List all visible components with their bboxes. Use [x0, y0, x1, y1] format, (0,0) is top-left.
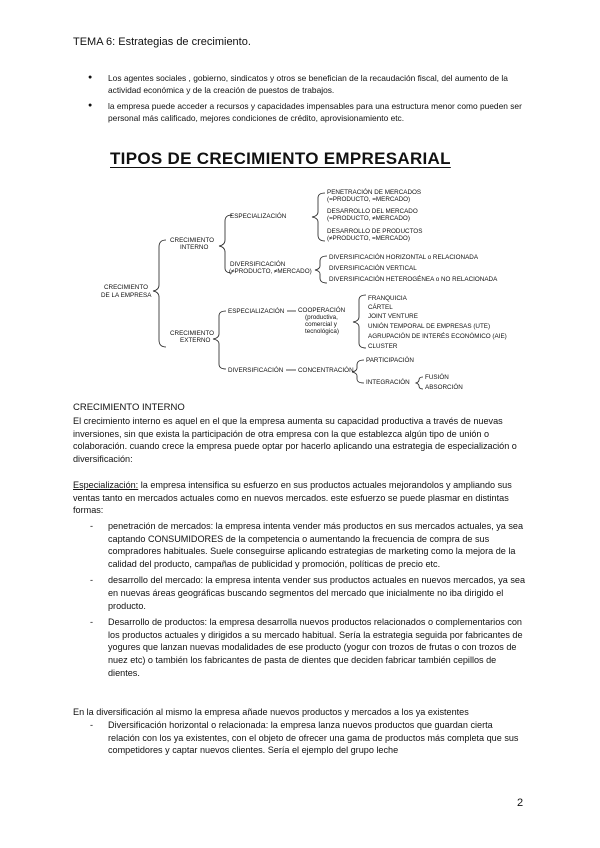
list-item: - Desarrollo de productos: la empresa desarrolla nuevos productos relacionados o complementarios con los productos actuales y dirigidos a su mercado habitual. Sería la estrategia seguida por fabricantes de yogures que lanzan nuevas modalidades de ese producto (yogur con trozos de frutas o con trozos de nuez etc) o también los fabricantes de pasta de dientes que deciden fabricar también cepillos de dientes. — [90, 616, 526, 679]
node-ute: UNIÓN TEMPORAL DE EMPRESAS (UTE) — [368, 323, 491, 330]
node-externo-line1: CRECIMIENTO — [170, 330, 214, 337]
node-interno-line2: INTERNO — [180, 244, 209, 251]
brace-cooperacion — [353, 295, 366, 348]
node-externo-line2: EXTERNO — [180, 337, 211, 344]
node-franquicia: FRANQUICIA — [368, 295, 407, 302]
node-cooperacion-line1: COOPERACIÓN — [298, 307, 346, 314]
bullet-item: ● la empresa puede acceder a recursos y capacidades impensables para una estructura menor como pueden ser personal más calificado, mejores condiciones de crédito, aprovisionamiento etc. — [80, 100, 532, 124]
especializacion-list — [90, 520, 526, 683]
node-div-vertical: DIVERSIFICACIÓN VERTICAL — [329, 265, 417, 272]
node-fusion: FUSIÓN — [425, 374, 449, 381]
node-cartel: CÁRTEL — [368, 304, 393, 311]
list-item: - desarrollo del mercado: la empresa intenta vender sus productos actuales en nuevos mercados, ya sea en nuevas áreas geográficas buscando segmentos del mercado que inicialmente no iba dirigido el producto. — [90, 574, 526, 612]
paragraph-especializacion — [73, 479, 523, 517]
node-div-heterogenea: DIVERSIFICACIÓN HETEROGÉNEA o NO RELACIONADA — [329, 276, 498, 283]
node-cooperacion-line3: comercial y — [305, 321, 337, 328]
node-cooperacion-line4: tecnológica) — [305, 328, 339, 335]
node-desarrollo-productos-line2: (≠PRODUCTO, =MERCADO) — [327, 235, 410, 242]
node-externo-diversificacion: DIVERSIFICACIÓN — [228, 367, 284, 374]
node-root-line1: CRECIMIENTO — [104, 284, 148, 291]
list-item: - penetración de mercados: la empresa intenta vender más productos en sus mercados actuales, ya sea captando CONSUMIDORES de la competencia o aumentando la frecuencia de compra de sus compradores habituales. Suele conseguirse aplicando estrategias de marketing como la mejora de la calidad del producto, campañas de publicidad y promoción, políticas de precio etc. — [90, 520, 526, 570]
node-aie: AGRUPACIÓN DE INTERÉS ECONÓMICO (AIE) — [368, 333, 507, 340]
node-interno-diversificacion-line2: (≠PRODUCTO, ≠MERCADO) — [229, 268, 312, 275]
diagram-title: TIPOS DE CRECIMIENTO EMPRESARIAL — [110, 149, 451, 168]
node-interno-diversificacion-line1: DIVERSIFICACIÓN — [230, 261, 286, 268]
diversificacion-list — [90, 719, 526, 761]
brace-root — [153, 240, 166, 347]
list-item: - Diversificación horizontal o relacionada: la empresa lanza nuevos productos que guardan cierta relación con los ya existentes, con el objeto de ofrecer una gama de productos más completa que sus competidores y captar nuevos clientes. Sería el ejemplo del grupo leche — [90, 719, 526, 757]
brace-integracion — [416, 377, 423, 389]
section-heading: CRECIMIENTO INTERNO — [73, 402, 185, 413]
node-penetracion-line1: PENETRACIÓN DE MERCADOS — [327, 189, 422, 196]
node-joint-venture: JOINT VENTURE — [368, 313, 418, 320]
paragraph-crecimiento-interno: El crecimiento interno es aquel en el que la empresa aumenta su capacidad productiva a través de nuevas inversiones, sin que exista la participación de otra empresa con la que establezca algún tipo de unión o colaboración. cuando crece la empresa puede optar por hacerlo aplicando una estrategia de especialización o diversificación: — [73, 416, 517, 464]
node-absorcion: ABSORCIÓN — [425, 384, 463, 391]
node-cooperacion-line2: (productiva, — [305, 314, 338, 321]
node-externo-especializacion: ESPECIALIZACIÓN — [228, 308, 285, 315]
growth-types-diagram — [0, 0, 600, 400]
especializacion-label: Especialización: — [73, 480, 139, 490]
page-number: 2 — [517, 797, 524, 809]
node-interno-especializacion: ESPECIALIZACIÓN — [230, 213, 287, 220]
node-integracion: INTEGRACIÓN — [366, 379, 410, 386]
bullet-item: ● Los agentes sociales , gobierno, sindicatos y otros se benefician de la recaudación fiscal, del aumento de la actividad económica y de la creación de puestos de trabajos. — [80, 72, 532, 96]
especializacion-text: la empresa intensifica su esfuerzo en sus productos actuales mejorandolos y ampliando sus ventas tanto en mercados actuales como en nuevos mercados. este esfuerzo se puede plasmar en distintas formas: — [73, 480, 512, 516]
node-interno-line1: CRECIMIENTO — [170, 237, 214, 244]
node-desarrollo-mercado-line1: DESARROLLO DEL MERCADO — [327, 208, 418, 215]
node-penetracion-line2: (=PRODUCTO, =MERCADO) — [327, 196, 411, 203]
node-concentracion: CONCENTRACIÓN — [298, 367, 354, 374]
brace-concentracion — [352, 360, 364, 383]
paragraph-diversificacion: En la diversificación al mismo la empresa añade nuevos productos y mercados a los ya existentes — [73, 707, 469, 717]
node-div-horizontal: DIVERSIFICACIÓN HORIZONTAL o RELACIONADA — [329, 254, 479, 261]
page-header: TEMA 6: Estrategias de crecimiento. — [73, 36, 251, 48]
brace-interno-especializacion — [312, 193, 325, 241]
node-desarrollo-mercado-line2: (=PRODUCTO, ≠MERCADO) — [327, 215, 410, 222]
node-root-line2: DE LA EMPRESA — [101, 292, 152, 299]
node-participacion: PARTICIPACIÓN — [366, 357, 414, 364]
brace-interno-diversificacion — [315, 256, 327, 283]
brace-externo — [213, 311, 226, 369]
node-desarrollo-productos-line1: DESARROLLO DE PRODUCTOS — [327, 228, 423, 235]
node-cluster: CLUSTER — [368, 343, 398, 350]
